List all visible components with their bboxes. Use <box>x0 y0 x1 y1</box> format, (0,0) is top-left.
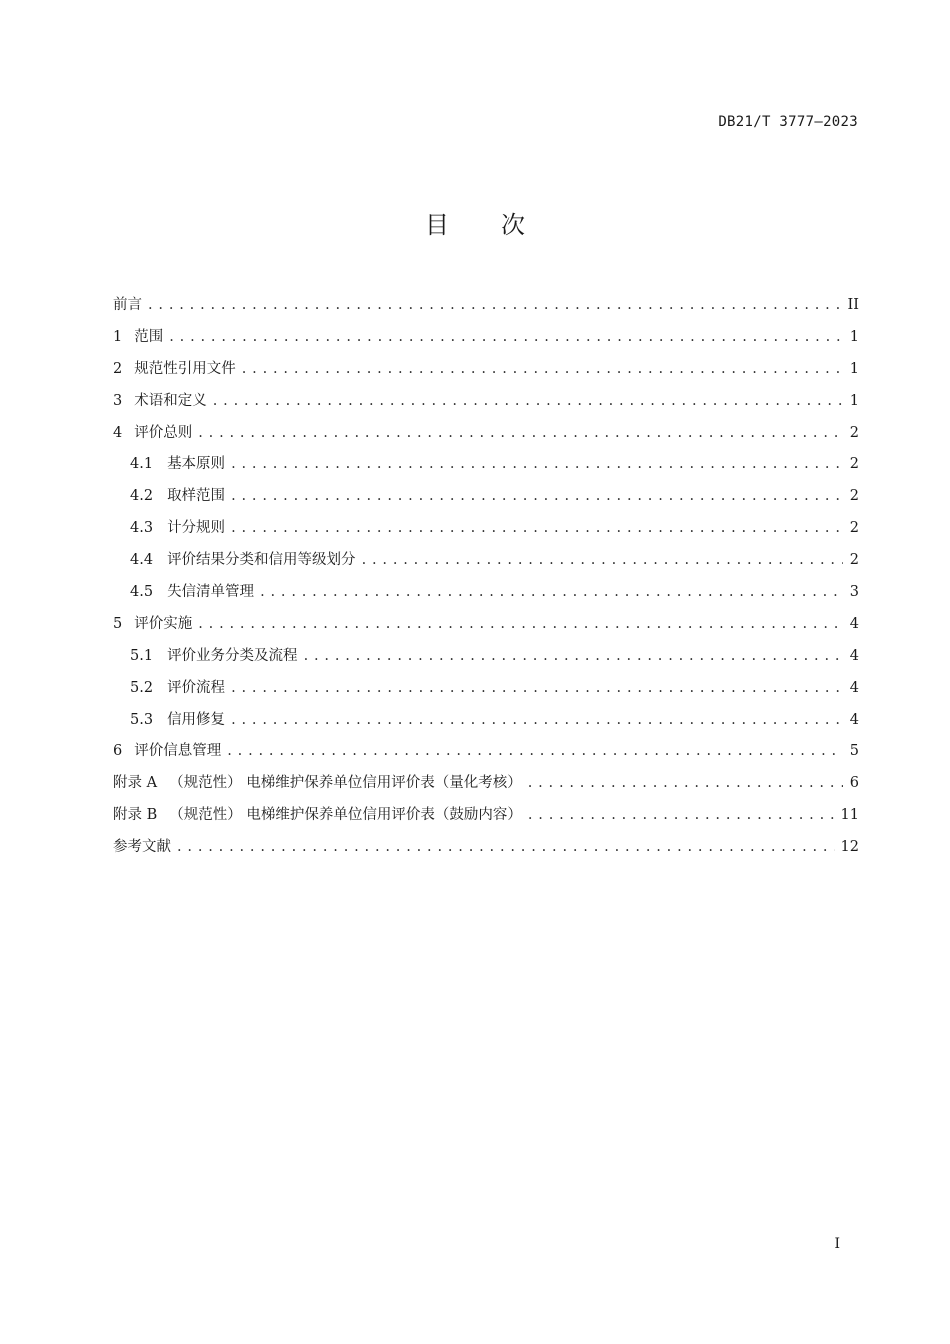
toc-entry-number: 4.3 <box>130 520 154 537</box>
toc-entry[interactable] <box>113 577 859 609</box>
toc-entry[interactable] <box>113 386 859 418</box>
toc-entry-number: 4.5 <box>130 584 154 601</box>
toc-entry-label <box>113 832 171 864</box>
toc-entry-page: 11 <box>840 807 859 824</box>
toc-entry-label <box>130 449 225 481</box>
toc-entry-number: 2 <box>113 360 123 377</box>
toc-dot-leader <box>304 641 843 673</box>
toc-entry-label <box>130 641 298 673</box>
toc-entry-page: 4 <box>849 615 859 632</box>
toc-dot-leader <box>231 513 843 545</box>
toc-entry-page: 2 <box>849 520 859 537</box>
toc-dot-leader <box>227 736 843 768</box>
toc-entry-page: 2 <box>849 488 859 505</box>
page-title <box>0 205 950 240</box>
toc-entry-label <box>113 418 192 450</box>
toc-entry-text: 取样范围 <box>167 488 226 505</box>
toc-entry-label <box>130 705 225 737</box>
toc-dot-leader <box>528 768 843 800</box>
toc-entry-number: 5.1 <box>130 647 154 664</box>
toc-entry-label <box>130 513 225 545</box>
toc-entry-page: 2 <box>849 552 859 569</box>
toc-entry-number: 4.1 <box>130 456 154 473</box>
toc-entry-number: 1 <box>113 328 123 345</box>
toc-dot-leader <box>362 545 843 577</box>
toc-dot-leader <box>213 386 843 418</box>
toc-entry-label <box>113 800 522 832</box>
toc-entry[interactable] <box>113 736 859 768</box>
toc-dot-leader <box>169 322 843 354</box>
toc-dot-leader <box>231 705 843 737</box>
toc-entry-label <box>130 481 225 513</box>
toc-entry-page: 5 <box>849 743 859 760</box>
toc-entry-page: 2 <box>849 424 859 441</box>
toc-entry[interactable] <box>113 449 859 481</box>
toc-entry-page: 4 <box>849 711 859 728</box>
toc-dot-leader <box>148 290 842 322</box>
toc-entry-text: 评价结果分类和信用等级划分 <box>167 552 356 569</box>
page-number: I <box>834 1236 840 1252</box>
toc-dot-leader <box>177 832 835 864</box>
toc-entry-label <box>113 354 236 386</box>
toc-entry-page: 4 <box>849 647 859 664</box>
toc-entry-text: 基本原则 <box>167 456 226 473</box>
toc-entry-number: 4.2 <box>130 488 154 505</box>
document-code: DB21/T 3777—2023 <box>718 114 858 130</box>
toc-entry-label <box>113 322 163 354</box>
toc-entry-text: （规范性） 电梯维护保养单位信用评价表（量化考核） <box>169 775 522 792</box>
toc-entry-number: 3 <box>113 392 123 409</box>
toc-entry-page: 12 <box>840 839 859 856</box>
toc-entry[interactable] <box>113 545 859 577</box>
toc-entry-text: 失信清单管理 <box>167 584 255 601</box>
toc-dot-leader <box>528 800 835 832</box>
toc-entry-number: 4.4 <box>130 552 154 569</box>
toc-entry[interactable] <box>113 673 859 705</box>
toc-entry-label <box>113 386 207 418</box>
table-of-contents <box>113 290 859 864</box>
toc-entry[interactable] <box>113 418 859 450</box>
toc-entry-number: 4 <box>113 424 123 441</box>
toc-entry[interactable] <box>113 832 859 864</box>
toc-entry-label <box>113 609 192 641</box>
toc-entry[interactable] <box>113 354 859 386</box>
toc-entry-text: 范围 <box>134 328 164 345</box>
toc-dot-leader <box>242 354 843 386</box>
toc-entry-text: 前言 <box>113 297 142 313</box>
toc-entry-text: 评价业务分类及流程 <box>167 647 298 664</box>
title-char-1: 目 <box>425 211 449 239</box>
toc-entry-page: 1 <box>849 328 859 345</box>
toc-entry-number: 5 <box>113 615 123 632</box>
toc-dot-leader <box>231 449 843 481</box>
toc-entry[interactable] <box>113 609 859 641</box>
toc-entry-number: 5.2 <box>130 679 154 696</box>
toc-entry-label <box>113 736 221 768</box>
toc-entry-text: 评价信息管理 <box>134 743 222 760</box>
toc-entry[interactable] <box>113 800 859 832</box>
toc-entry[interactable] <box>113 768 859 800</box>
toc-entry[interactable] <box>113 641 859 673</box>
toc-dot-leader <box>198 609 843 641</box>
toc-entry-page: 3 <box>849 584 859 601</box>
toc-entry-number: 附录 A <box>113 775 158 792</box>
toc-entry-page: 6 <box>849 775 859 792</box>
toc-entry-page: 4 <box>849 679 859 696</box>
toc-entry[interactable] <box>113 705 859 737</box>
toc-entry-text: 计分规则 <box>167 520 226 537</box>
toc-entry-page: 1 <box>849 392 859 409</box>
toc-entry-label <box>113 290 142 322</box>
toc-dot-leader <box>260 577 843 609</box>
toc-entry-text: 信用修复 <box>167 711 226 728</box>
toc-entry[interactable] <box>113 290 859 322</box>
toc-dot-leader <box>231 673 843 705</box>
toc-entry-text: 参考文献 <box>113 839 171 856</box>
toc-entry-text: 规范性引用文件 <box>134 360 236 377</box>
toc-entry-number: 5.3 <box>130 711 154 728</box>
toc-entry-label <box>130 577 254 609</box>
toc-dot-leader <box>231 481 843 513</box>
toc-entry-text: 评价总则 <box>134 424 193 441</box>
toc-entry-number: 附录 B <box>113 807 158 824</box>
toc-entry-number: 6 <box>113 743 123 760</box>
toc-entry-label <box>130 545 356 577</box>
toc-entry-text: 评价实施 <box>134 615 193 632</box>
toc-entry-label <box>113 768 522 800</box>
toc-entry-label <box>130 673 225 705</box>
toc-entry[interactable] <box>113 513 859 545</box>
toc-entry-text: 评价流程 <box>167 679 226 696</box>
toc-entry-page: 2 <box>849 456 859 473</box>
title-char-2: 次 <box>501 211 525 239</box>
toc-entry-page: 1 <box>849 360 859 377</box>
toc-entry[interactable] <box>113 481 859 513</box>
toc-dot-leader <box>198 418 843 450</box>
toc-entry-text: （规范性） 电梯维护保养单位信用评价表（鼓励内容） <box>169 807 522 824</box>
toc-entry[interactable] <box>113 322 859 354</box>
toc-entry-text: 术语和定义 <box>134 392 207 409</box>
toc-entry-page: II <box>847 297 859 313</box>
